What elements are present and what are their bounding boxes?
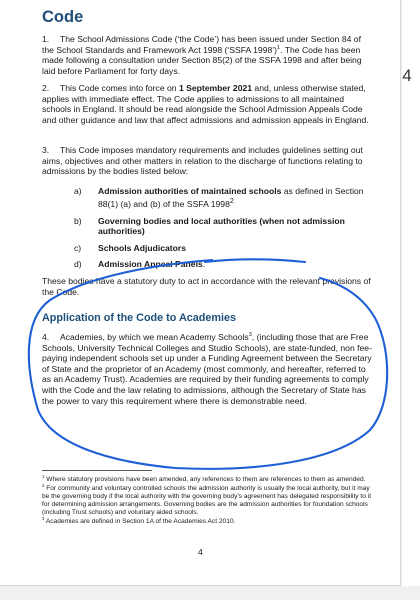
footnote-marker: 2 bbox=[42, 482, 45, 488]
footnote-ref[interactable]: 1 bbox=[277, 44, 281, 51]
list-item-text: as defined in Section 88(1) (a) and (b) of the SSFA 1998 bbox=[98, 186, 364, 210]
paragraph-3 bbox=[42, 145, 372, 177]
bodies-list bbox=[42, 186, 382, 276]
footnote bbox=[42, 482, 372, 517]
paragraph-text: The School Admissions Code (‘the Code’) has been issued under Section 84 of the School Standards and Framework Act 1998 (‘SSFA 1998’) bbox=[42, 34, 361, 55]
section-heading: Application of the Code to Academies bbox=[42, 312, 236, 324]
footnote-marker: 3 bbox=[42, 516, 45, 522]
footnote-marker: 1 bbox=[42, 473, 45, 479]
paragraph-4 bbox=[42, 332, 372, 406]
paragraph-number: 2. bbox=[42, 83, 50, 93]
list-item-title: Schools Adjudicators bbox=[98, 242, 187, 253]
footnote-divider bbox=[42, 470, 152, 471]
paragraph-2 bbox=[42, 83, 372, 125]
list-item-title: Admission authorities of maintained schools bbox=[98, 186, 282, 196]
list-item-title: Governing bodies and local authorities (when not admission authorities) bbox=[98, 215, 345, 237]
paragraph-text: and, unless otherwise stated, applies with immediate effect. The Code applies to admissions to all maintained schools in England. It should be read alongside the School Admission Appeals Code and other guidance and law that affect admissions and admission appeals in England. bbox=[42, 83, 369, 125]
footnote-ref[interactable]: 2 bbox=[229, 197, 234, 206]
page-heading: Code bbox=[42, 8, 84, 26]
list-item-title: Admission Appeal Panels bbox=[98, 259, 203, 270]
paragraph-text: . The Code has been made following a consultation under Section 85(2) of the SSFA 1998 and after being laid before Parliament for forty days. bbox=[42, 44, 362, 76]
footnote-ref[interactable]: 3 bbox=[248, 332, 252, 339]
duty-paragraph: These bodies have a statutory duty to act in accordance with the relevant provisions of the Code. bbox=[42, 276, 371, 297]
footnote-text: Academies are defined in Section 1A of the Academies Act 2010. bbox=[44, 518, 236, 526]
page-number: 4 bbox=[198, 547, 203, 557]
paragraph-number: 3. bbox=[42, 145, 50, 155]
footnote bbox=[42, 518, 372, 526]
footnotes bbox=[42, 473, 372, 528]
list-label: b) bbox=[74, 215, 82, 226]
paragraph-text: Academies, by which we mean Academy Schools bbox=[60, 332, 249, 342]
footnote bbox=[42, 473, 372, 484]
list-label: d) bbox=[74, 259, 82, 270]
list-item bbox=[42, 216, 382, 237]
paragraph-1 bbox=[42, 34, 372, 76]
viewer-bottom-strip bbox=[0, 586, 420, 600]
list-item-text: . bbox=[202, 259, 206, 270]
effective-date: 1 September 2021 bbox=[178, 83, 253, 93]
footnote-text: Where statutory provisions have been amended, any references to them are references to them as amended. bbox=[44, 476, 366, 483]
paragraph-text: This Code imposes mandatory requirements and includes guidelines setting out aims, objectives and other matters in relation to the discharge of functions relating to admissions by the bodies listed below: bbox=[42, 145, 363, 177]
paragraph-number: 4. bbox=[42, 332, 50, 342]
list-label: c) bbox=[74, 242, 82, 253]
list-item bbox=[42, 259, 382, 269]
list-item bbox=[42, 243, 382, 253]
footnote-text: For community and voluntary controlled schools the admission authority is usually the local authority, but it may be the governing body if the local authority with the governing body’s agreement has delegated responsibility to it for determining admission arrangements. Governing bodies are the admission authorities for foundation schools (including Trust schools) and voluntary aided schools. bbox=[42, 485, 372, 517]
paragraph-number: 1. bbox=[42, 34, 50, 44]
list-item bbox=[42, 186, 382, 210]
paragraph-text: , (including those that are Free Schools, University Technical Colleges and Studio Schools), are state-funded, non fee-paying independent schools set up under a Funding Agreement between the Secretary of State and the proprietor of an Academy (most commonly, and hereafter, referred to as an Academy Trust). Academies are required by their funding agreements to comply with the Code and the law relating to admissions, although the Secretary of State has the power to vary this requirement where there is demonstrable need. bbox=[42, 332, 372, 406]
side-page-number: 4 bbox=[402, 66, 412, 85]
list-label: a) bbox=[74, 186, 82, 196]
paragraph-text: This Code comes into force on bbox=[60, 83, 179, 93]
